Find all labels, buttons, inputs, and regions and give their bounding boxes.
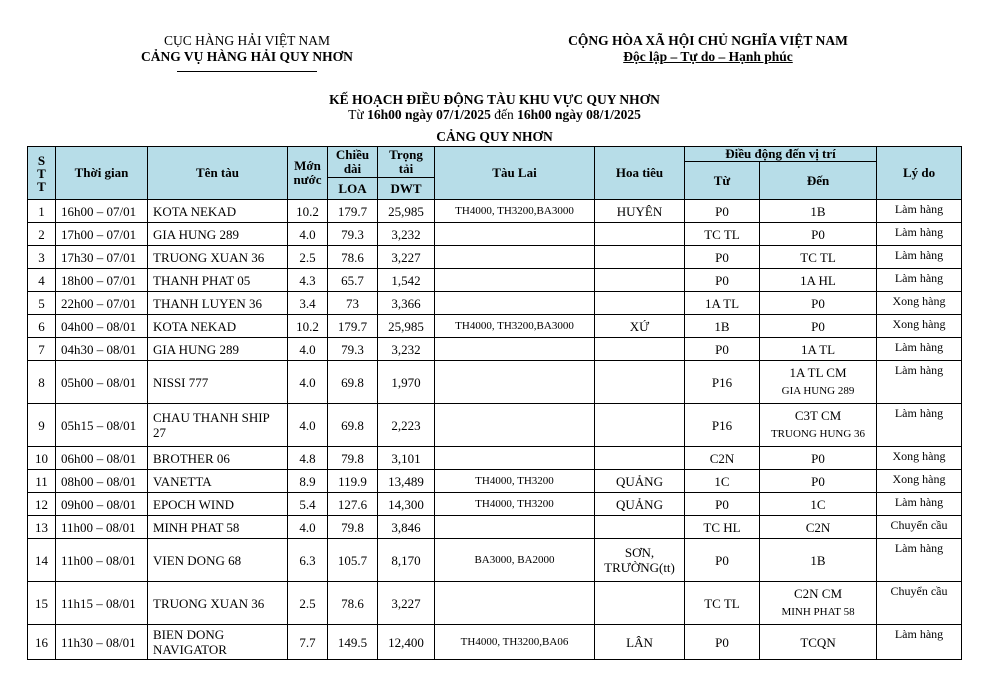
cell-pilot: QUẢNG — [595, 470, 685, 493]
cell-pilot — [595, 361, 685, 404]
cell-time: 06h00 – 08/01 — [56, 447, 148, 470]
cell-time: 11h15 – 08/01 — [56, 582, 148, 625]
cell-tug — [435, 582, 595, 625]
cell-dwt: 25,985 — [378, 200, 435, 223]
cell-ship-name: EPOCH WIND — [148, 493, 288, 516]
national-header — [540, 33, 876, 65]
cell-to — [760, 404, 877, 447]
pilot-name: SƠN, — [624, 545, 655, 560]
ship-movement-table — [27, 146, 962, 660]
cell-to: P0 — [760, 447, 877, 470]
cell-to: 1B — [760, 200, 877, 223]
period-start: 16h00 ngày 07/1/2025 — [367, 107, 491, 122]
berth-name: C2N CM — [793, 586, 843, 601]
cell-reason: Làm hàng — [877, 625, 962, 660]
cell-draft: 4.0 — [288, 361, 328, 404]
cell-ship-name: KOTA NEKAD — [148, 315, 288, 338]
cell-dwt: 1,542 — [378, 269, 435, 292]
table-row — [28, 246, 962, 269]
cell-dwt: 3,101 — [378, 447, 435, 470]
cell-pilot: HUYÊN — [595, 200, 685, 223]
cell-draft: 4.0 — [288, 404, 328, 447]
nation-name: CỘNG HÒA XÃ HỘI CHỦ NGHĨA VIỆT NAM — [568, 33, 848, 48]
cell-ship-name: BROTHER 06 — [148, 447, 288, 470]
row-number: 14 — [28, 539, 56, 582]
cell-dwt: 2,223 — [378, 404, 435, 447]
cell-to: C2N — [760, 516, 877, 539]
cell-pilot — [595, 269, 685, 292]
cell-tug: TH4000, TH3200,BA3000 — [435, 200, 595, 223]
cell-reason: Xong hàng — [877, 292, 962, 315]
cell-dwt: 3,232 — [378, 223, 435, 246]
cell-time: 04h30 – 08/01 — [56, 338, 148, 361]
period-end: 16h00 ngày 08/1/2025 — [517, 107, 641, 122]
pilot-name-second: TRƯỜNG(tt) — [604, 560, 675, 575]
cell-to: P0 — [760, 315, 877, 338]
table-row — [28, 315, 962, 338]
table-row — [28, 470, 962, 493]
cell-time: 17h00 – 07/01 — [56, 223, 148, 246]
cell-time: 16h00 – 07/01 — [56, 200, 148, 223]
cell-reason: Xong hàng — [877, 470, 962, 493]
table-row — [28, 493, 962, 516]
cell-from: P0 — [685, 200, 760, 223]
cell-loa: 69.8 — [328, 361, 378, 404]
cell-ship-name: TRUONG XUAN 36 — [148, 582, 288, 625]
cell-loa: 65.7 — [328, 269, 378, 292]
cell-from: P0 — [685, 539, 760, 582]
col-header-stt: S T T — [28, 147, 56, 200]
cell-draft: 8.9 — [288, 470, 328, 493]
cell-from: P0 — [685, 246, 760, 269]
row-number: 8 — [28, 361, 56, 404]
table-row — [28, 447, 962, 470]
table-row — [28, 223, 962, 246]
cell-ship-name: NISSI 777 — [148, 361, 288, 404]
row-number: 1 — [28, 200, 56, 223]
cell-to: P0 — [760, 292, 877, 315]
cell-tug — [435, 246, 595, 269]
col-header-ship: Tên tàu — [148, 147, 288, 200]
cell-from: C2N — [685, 447, 760, 470]
cell-to: 1C — [760, 493, 877, 516]
cell-time: 05h15 – 08/01 — [56, 404, 148, 447]
cell-loa: 149.5 — [328, 625, 378, 660]
period-to-label: đến — [490, 107, 518, 122]
authority-name: CỤC HÀNG HẢI VIỆT NAM — [163, 33, 330, 48]
cell-from: P0 — [685, 269, 760, 292]
col-header-draft: Mớn nước — [288, 147, 328, 200]
cell-tug — [435, 404, 595, 447]
cell-pilot — [595, 447, 685, 470]
cell-loa: 105.7 — [328, 539, 378, 582]
cell-from: P16 — [685, 404, 760, 447]
cell-ship-name: GIA HUNG 289 — [148, 338, 288, 361]
cell-reason: Làm hàng — [877, 493, 962, 516]
cell-dwt: 14,300 — [378, 493, 435, 516]
cell-time: 22h00 – 07/01 — [56, 292, 148, 315]
cell-from: P0 — [685, 493, 760, 516]
row-number: 3 — [28, 246, 56, 269]
cell-from: 1A TL — [685, 292, 760, 315]
cell-tug: TH4000, TH3200 — [435, 470, 595, 493]
cell-time: 11h30 – 08/01 — [56, 625, 148, 660]
cell-draft: 4.3 — [288, 269, 328, 292]
berth-note: TRUONG HUNG 36 — [770, 428, 866, 440]
table-row — [28, 200, 962, 223]
cell-reason: Làm hàng — [877, 223, 962, 246]
header-rule — [177, 71, 317, 72]
cell-tug — [435, 447, 595, 470]
cell-dwt: 3,232 — [378, 338, 435, 361]
cell-dwt: 12,400 — [378, 625, 435, 660]
cell-loa: 69.8 — [328, 404, 378, 447]
cell-time: 11h00 – 08/01 — [56, 516, 148, 539]
table-row — [28, 582, 962, 625]
cell-to — [760, 361, 877, 404]
row-number: 7 — [28, 338, 56, 361]
cell-ship-name: GIA HUNG 289 — [148, 223, 288, 246]
issuing-authority-header — [118, 33, 376, 72]
table-row — [28, 269, 962, 292]
col-header-to: Đến — [760, 162, 877, 200]
row-number: 5 — [28, 292, 56, 315]
table-row — [28, 539, 962, 582]
cell-pilot — [595, 582, 685, 625]
row-number: 9 — [28, 404, 56, 447]
berth-name: C3T CM — [794, 408, 842, 423]
cell-loa: 79.8 — [328, 447, 378, 470]
cell-tug — [435, 223, 595, 246]
berth-name: 1A TL CM — [789, 365, 847, 380]
cell-draft: 7.7 — [288, 625, 328, 660]
cell-loa: 78.6 — [328, 246, 378, 269]
cell-reason: Làm hàng — [877, 338, 962, 361]
cell-dwt: 25,985 — [378, 315, 435, 338]
cell-dwt: 13,489 — [378, 470, 435, 493]
cell-ship-name: THANH PHAT 05 — [148, 269, 288, 292]
cell-draft: 4.0 — [288, 516, 328, 539]
cell-time: 18h00 – 07/01 — [56, 269, 148, 292]
cell-pilot — [595, 404, 685, 447]
cell-loa: 127.6 — [328, 493, 378, 516]
cell-from: TC HL — [685, 516, 760, 539]
cell-from: TC TL — [685, 223, 760, 246]
cell-pilot: XỨ — [595, 315, 685, 338]
cell-to: P0 — [760, 223, 877, 246]
cell-to: TCQN — [760, 625, 877, 660]
cell-time: 08h00 – 08/01 — [56, 470, 148, 493]
cell-reason: Làm hàng — [877, 269, 962, 292]
cell-draft: 2.5 — [288, 246, 328, 269]
row-number: 16 — [28, 625, 56, 660]
table-row — [28, 361, 962, 404]
table-row — [28, 625, 962, 660]
col-header-move: Điều động đến vị trí — [685, 147, 877, 162]
cell-from: P16 — [685, 361, 760, 404]
cell-tug — [435, 292, 595, 315]
cell-dwt: 8,170 — [378, 539, 435, 582]
document-period — [0, 107, 989, 122]
cell-reason: Chuyển cầu — [877, 516, 962, 539]
cell-loa: 79.3 — [328, 338, 378, 361]
row-number: 4 — [28, 269, 56, 292]
row-number: 13 — [28, 516, 56, 539]
table-row — [28, 292, 962, 315]
cell-time: 17h30 – 07/01 — [56, 246, 148, 269]
cell-loa: 179.7 — [328, 315, 378, 338]
row-number: 11 — [28, 470, 56, 493]
cell-ship-name: TRUONG XUAN 36 — [148, 246, 288, 269]
cell-draft: 2.5 — [288, 582, 328, 625]
period-from-label: Từ — [348, 107, 368, 122]
col-header-pilot: Hoa tiêu — [595, 147, 685, 200]
cell-draft: 4.8 — [288, 447, 328, 470]
cell-draft: 10.2 — [288, 200, 328, 223]
berth-note: MINH PHAT 58 — [781, 606, 855, 618]
cell-reason: Xong hàng — [877, 315, 962, 338]
cell-pilot — [595, 516, 685, 539]
col-header-dwt-unit: DWT — [378, 178, 435, 200]
cell-tug: BA3000, BA2000 — [435, 539, 595, 582]
cell-pilot: LÂN — [595, 625, 685, 660]
cell-dwt: 3,366 — [378, 292, 435, 315]
cell-from: P0 — [685, 625, 760, 660]
cell-dwt: 1,970 — [378, 361, 435, 404]
row-number: 10 — [28, 447, 56, 470]
cell-ship-name: MINH PHAT 58 — [148, 516, 288, 539]
row-number: 2 — [28, 223, 56, 246]
cell-loa: 119.9 — [328, 470, 378, 493]
cell-time: 09h00 – 08/01 — [56, 493, 148, 516]
table-row — [28, 404, 962, 447]
cell-draft: 3.4 — [288, 292, 328, 315]
col-header-tug: Tàu Lai — [435, 147, 595, 200]
cell-to: P0 — [760, 470, 877, 493]
row-number: 12 — [28, 493, 56, 516]
national-motto: Độc lập – Tự do – Hạnh phúc — [623, 49, 793, 64]
cell-ship-name: VIEN DONG 68 — [148, 539, 288, 582]
cell-tug: TH4000, TH3200,BA06 — [435, 625, 595, 660]
cell-loa: 73 — [328, 292, 378, 315]
cell-reason: Làm hàng — [877, 200, 962, 223]
cell-ship-name: KOTA NEKAD — [148, 200, 288, 223]
cell-draft: 4.0 — [288, 338, 328, 361]
col-header-length: Chiều dài — [328, 147, 378, 178]
cell-time: 11h00 – 08/01 — [56, 539, 148, 582]
cell-from: 1C — [685, 470, 760, 493]
cell-from: P0 — [685, 338, 760, 361]
cell-tug — [435, 338, 595, 361]
cell-draft: 6.3 — [288, 539, 328, 582]
cell-from: 1B — [685, 315, 760, 338]
cell-loa: 179.7 — [328, 200, 378, 223]
cell-tug — [435, 516, 595, 539]
cell-loa: 79.3 — [328, 223, 378, 246]
col-header-dwt: Trọng tải — [378, 147, 435, 178]
row-number: 6 — [28, 315, 56, 338]
cell-reason: Làm hàng — [877, 246, 962, 269]
cell-draft: 10.2 — [288, 315, 328, 338]
cell-tug: TH4000, TH3200,BA3000 — [435, 315, 595, 338]
table-row — [28, 516, 962, 539]
table-row — [28, 338, 962, 361]
cell-pilot — [595, 246, 685, 269]
port-authority-name: CẢNG VỤ HÀNG HẢI QUY NHƠN — [141, 49, 353, 64]
cell-pilot: QUẢNG — [595, 493, 685, 516]
cell-pilot — [595, 539, 685, 582]
cell-draft: 4.0 — [288, 223, 328, 246]
cell-to: 1B — [760, 539, 877, 582]
cell-from: TC TL — [685, 582, 760, 625]
cell-time: 04h00 – 08/01 — [56, 315, 148, 338]
cell-dwt: 3,227 — [378, 582, 435, 625]
cell-pilot — [595, 292, 685, 315]
cell-pilot — [595, 338, 685, 361]
cell-reason: Làm hàng — [877, 361, 962, 404]
cell-to — [760, 582, 877, 625]
cell-pilot — [595, 223, 685, 246]
col-header-time: Thời gian — [56, 147, 148, 200]
cell-tug — [435, 361, 595, 404]
cell-ship-name: THANH LUYEN 36 — [148, 292, 288, 315]
cell-reason: Chuyển cầu — [877, 582, 962, 625]
cell-tug: TH4000, TH3200 — [435, 493, 595, 516]
port-name: CẢNG QUY NHƠN — [436, 129, 553, 144]
row-number: 15 — [28, 582, 56, 625]
cell-ship-name: VANETTA — [148, 470, 288, 493]
cell-loa: 79.8 — [328, 516, 378, 539]
cell-to: TC TL — [760, 246, 877, 269]
berth-note: GIA HUNG 289 — [781, 385, 855, 397]
cell-to: 1A TL — [760, 338, 877, 361]
cell-dwt: 3,846 — [378, 516, 435, 539]
col-header-from: Từ — [685, 162, 760, 200]
col-header-reason: Lý do — [877, 147, 962, 200]
cell-dwt: 3,227 — [378, 246, 435, 269]
cell-loa: 78.6 — [328, 582, 378, 625]
cell-time: 05h00 – 08/01 — [56, 361, 148, 404]
cell-reason: Làm hàng — [877, 404, 962, 447]
cell-reason: Xong hàng — [877, 447, 962, 470]
col-header-loa: LOA — [328, 178, 378, 200]
cell-ship-name: BIEN DONG NAVIGATOR — [148, 625, 288, 660]
document-title: KẾ HOẠCH ĐIỀU ĐỘNG TÀU KHU VỰC QUY NHƠN — [329, 92, 660, 107]
cell-reason: Làm hàng — [877, 539, 962, 582]
cell-tug — [435, 269, 595, 292]
cell-draft: 5.4 — [288, 493, 328, 516]
cell-ship-name: CHAU THANH SHIP 27 — [148, 404, 288, 447]
cell-to: 1A HL — [760, 269, 877, 292]
